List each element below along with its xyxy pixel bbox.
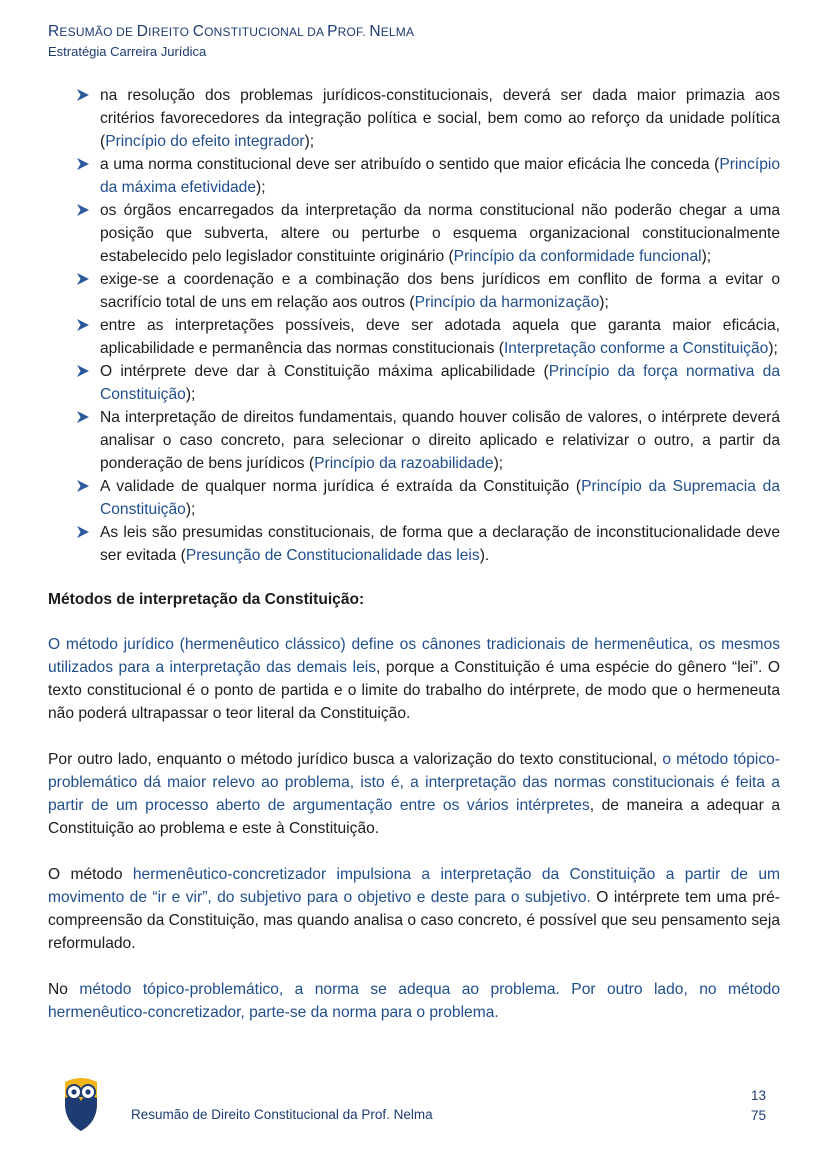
item-text: A validade de qualquer norma jurídica é extraída da Constituição ( — [100, 478, 582, 495]
title-segment: ROF. — [337, 25, 370, 39]
list-item — [48, 153, 780, 199]
arrowhead-icon — [76, 272, 90, 286]
item-tail: ); — [768, 340, 778, 357]
document-subtitle: Estratégia Carreira Jurídica — [48, 44, 207, 59]
page-header — [48, 22, 414, 61]
list-item — [48, 84, 780, 153]
list-item — [48, 360, 780, 406]
item-tail: ); — [185, 386, 196, 403]
arrowhead-icon — [76, 525, 90, 539]
principle-name: Princípio da força normativa da Constituição — [100, 363, 781, 403]
section-heading: Métodos de interpretação da Constituição: — [48, 591, 365, 608]
title-segment: ONSTITUCIONAL DA — [204, 25, 328, 39]
title-initial: R — [48, 23, 60, 40]
list-item — [48, 268, 780, 314]
body-text: O método — [48, 866, 133, 883]
item-text: entre as interpretações possíveis, deve ser adotada aquela que garanta maior eficácia, aplicabilidade e permanência das normas constitucionais ( — [100, 317, 780, 357]
body-text: Por outro lado, enquanto o método jurídico busca a valorização do texto constitucional, — [48, 751, 663, 768]
current-page: 13 — [750, 1088, 766, 1103]
total-pages: 75 — [750, 1108, 766, 1123]
title-initial: P — [327, 23, 338, 40]
title-initial: N — [369, 23, 381, 40]
list-item — [48, 475, 780, 521]
principle-name: Princípio da razoabilidade — [314, 455, 494, 472]
list-item — [48, 406, 780, 475]
item-text: O intérprete deve dar à Constituição máxima aplicabilidade ( — [100, 363, 549, 380]
principle-name: Princípio da Supremacia da Constituição — [100, 478, 780, 518]
item-text: exige-se a coordenação e a combinação dos bens jurídicos em conflito de forma a evitar o sacrifício total de uns em relação aos outros ( — [100, 271, 780, 311]
arrowhead-icon — [76, 410, 90, 424]
highlight-text: método tópico-problemático, a norma se adequa ao problema. Por outro lado, no método hermenêutico-concretizador, parte-se da norma para o problema. — [48, 981, 780, 1021]
page-number — [751, 1086, 766, 1126]
principle-name: Presunção de Constitucionalidade das leis — [185, 547, 480, 564]
principles-list — [48, 84, 780, 567]
list-item — [48, 199, 780, 268]
document-title — [48, 22, 414, 42]
body-text: , de maneira a adequar a Constituição ao problema e este à Constituição. — [48, 797, 781, 837]
list-item — [48, 314, 780, 360]
principle-name: Princípio da conformidade funcional — [453, 248, 702, 265]
arrowhead-icon — [76, 203, 90, 217]
arrowhead-icon — [76, 157, 90, 171]
item-tail: ); — [493, 455, 504, 472]
paragraph-comparacao — [48, 978, 780, 1024]
principle-name: Princípio da harmonização — [414, 294, 600, 311]
item-tail: ). — [479, 547, 490, 564]
body-text: , porque a Constituição é uma espécie do gênero “lei”. O texto constitucional é o ponto de partida e o limite do trabalho do intérprete, de modo que o hermeneuta não poderá ultrapassar o teor literal da Constituição. — [48, 659, 780, 722]
arrowhead-icon — [76, 88, 90, 102]
item-tail: ); — [185, 501, 196, 518]
highlight-text: o método tópico-problemático dá maior relevo ao problema, isto é, a interpretação das normas constitucionais é feita a partir de um processo aberto de argumentação entre os vários intérpretes — [48, 751, 780, 814]
item-text: Na interpretação de direitos fundamentais, quando houver colisão de valores, o intérprete deverá analisar o caso concreto, para selecionar o direito aplicado e relativizar o outro, a partir da ponderação de bens jurídicos ( — [100, 409, 780, 472]
body-text: No — [48, 981, 80, 998]
highlight-text: hermenêutico-concretizador impulsiona a interpretação da Constituição a partir de um movimento de “ir e vir”, do subjetivo para o objetivo e deste para o subjetivo. — [48, 866, 781, 906]
paragraph-metodo-juridico — [48, 633, 780, 725]
item-tail: ); — [599, 294, 609, 311]
item-tail: ); — [256, 179, 266, 196]
item-text: As leis são presumidas constitucionais, de forma que a declaração de inconstitucionalidade deve ser evitada ( — [100, 524, 780, 564]
item-tail: ); — [701, 248, 712, 265]
title-initial: C — [192, 23, 205, 40]
principle-name: Princípio do efeito integrador — [105, 133, 305, 150]
highlight-text: O método jurídico (hermenêutico clássico) define os cânones tradicionais de hermenêutica, os mesmos utilizados para a interpretação das demais leis — [48, 636, 780, 676]
page-content — [48, 84, 780, 1024]
item-tail: ); — [304, 133, 315, 150]
paragraph-topico-problematico — [48, 748, 780, 840]
title-initial: D — [136, 23, 149, 40]
body-text: O intérprete tem uma pré-compreensão da Constituição, mas quando analisa o caso concreto, é possível que seu pensamento seja reformulado. — [48, 889, 780, 952]
title-segment: ESUMÃO DE — [59, 25, 137, 39]
item-text: os órgãos encarregados da interpretação da norma constitucional não poderão chegar a uma posição que subverta, altere ou perturbe o esquema organizacional constitucionalmente estabelecido pelo legislador constituinte originário ( — [100, 202, 780, 265]
title-segment: ELMA — [380, 25, 415, 39]
owl-logo-icon — [61, 1074, 101, 1132]
arrowhead-icon — [76, 364, 90, 378]
item-text: na resolução dos problemas jurídicos-constitucionais, deverá ser dada maior primazia aos critérios favorecedores da integração política e social, bem como ao reforço da unidade política ( — [100, 87, 780, 150]
principle-name: Interpretação conforme a Constituição — [503, 340, 769, 357]
list-item — [48, 521, 780, 567]
principle-name: Princípio da máxima efetividade — [100, 156, 780, 196]
arrowhead-icon — [76, 479, 90, 493]
title-segment: IREITO — [148, 25, 193, 39]
arrowhead-icon — [76, 318, 90, 332]
item-text: a uma norma constitucional deve ser atribuído o sentido que maior eficácia lhe conceda ( — [100, 156, 720, 173]
paragraph-hermeneutico-concretizador — [48, 863, 780, 955]
footer-title: Resumão de Direito Constitucional da Prof. Nelma — [131, 1107, 433, 1122]
